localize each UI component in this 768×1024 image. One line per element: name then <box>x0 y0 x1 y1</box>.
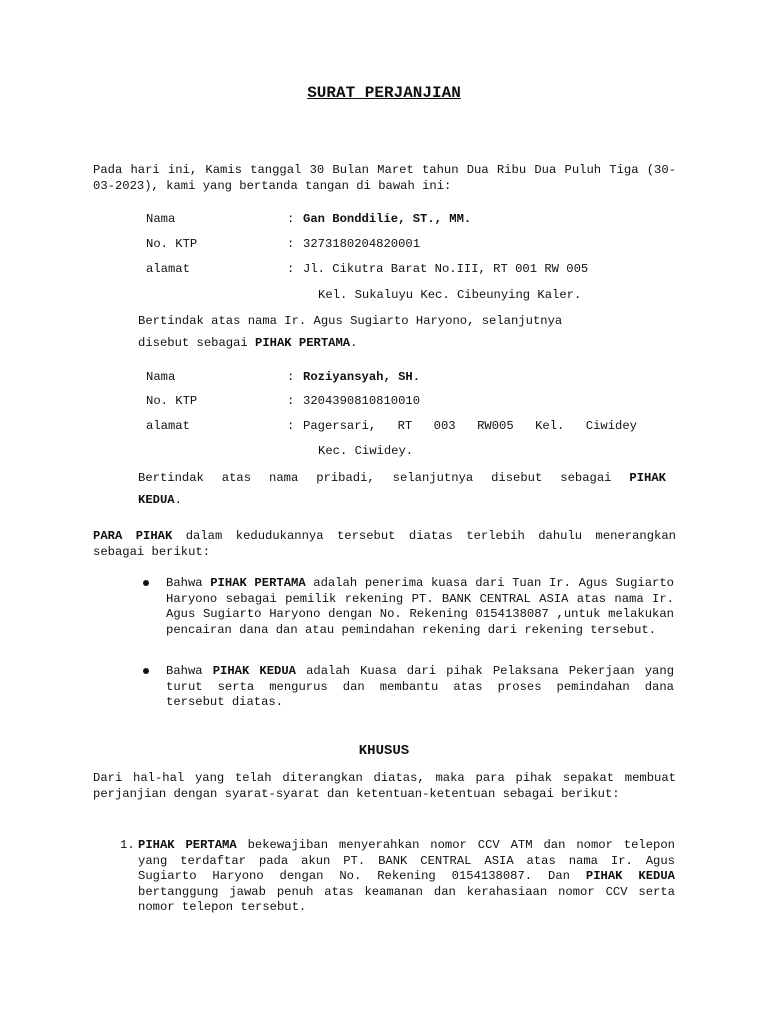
para-pihak-paragraph: PARA PIHAK dalam kedudukannya tersebut diatas terlebih dahulu menerangkan sebagai berikut: <box>93 529 677 559</box>
intro-paragraph: Pada hari ini, Kamis tanggal 30 Bulan Maret tahun Dua Ribu Dua Puluh Tiga (30-03-2023), kami yang bertanda tangan di bawah ini: <box>93 163 676 193</box>
party1-alamat-line2: Kel. Sukaluyu Kec. Cibeunying Kaler. <box>318 288 582 302</box>
party1-nama-value: Gan Bonddilie, ST., MM. <box>303 212 472 226</box>
section-heading-khusus: KHUSUS <box>358 743 410 759</box>
party1-alamat-label: alamat <box>146 262 190 276</box>
colon: : <box>287 262 295 276</box>
party1-ktp-row <box>146 237 646 253</box>
party1-act-line2: disebut sebagai PIHAK PERTAMA. <box>138 336 358 350</box>
party2-nama-label: Nama <box>146 370 176 384</box>
party1-nama-label: Nama <box>146 212 176 226</box>
party2-act-line2: KEDUA. <box>138 493 182 507</box>
bullet-item: Bahwa PIHAK KEDUA adalah Kuasa dari pihak Pelaksana Pekerjaan yang turut serta mengurus dan membantu atas proses pemindahan dana tersebut diatas. <box>166 664 675 710</box>
party1-act-line1: Bertindak atas nama Ir. Agus Sugiarto Haryono, selanjutnya <box>138 314 563 328</box>
party1-alamat-row <box>146 262 646 278</box>
pihak-pertama-label: PIHAK PERTAMA <box>255 336 351 350</box>
party2-act-line1: Bertindak atas nama pribadi, selanjutnya disebut sebagai PIHAK <box>138 471 666 485</box>
party2-ktp-value: 3204390810810010 <box>303 394 421 408</box>
party2-ktp-row <box>146 394 646 410</box>
party2-nama-value: Roziyansyah, SH. <box>303 370 421 384</box>
bullet-item: Bahwa PIHAK PERTAMA adalah penerima kuasa dari Tuan Ir. Agus Sugiarto Haryono sebagai pemilik rekening PT. BANK CENTRAL ASIA atas nama Ir. Agus Sugiarto Haryono dengan No. Rekening 0154138087 ,untuk melakukan pencairan dana dan atau pemindahan rekening dari rekening tersebut. <box>166 576 675 637</box>
colon: : <box>287 394 295 408</box>
party1-nama-row <box>146 212 646 228</box>
party2-alamat-row <box>146 419 637 435</box>
bullet-dot <box>143 668 149 674</box>
numbered-item: PIHAK PERTAMA bekewajiban menyerahkan nomor CCV ATM dan nomor telepon yang terdaftar pada akun PT. BANK CENTRAL ASIA atas nama Ir. Agus Sugiarto Haryono dengan No. Rekening 0154138087. Dan PIHAK KEDUA bertanggung jawab penuh atas keamanan dan kerahasiaan nomor CCV serta nomor telepon tersebut. <box>138 838 675 915</box>
party2-nama-row <box>146 370 646 386</box>
colon: : <box>287 237 295 251</box>
document-title: SURAT PERJANJIAN <box>307 84 461 102</box>
colon: : <box>287 370 295 384</box>
party2-alamat-label: alamat <box>146 419 190 433</box>
list-number: 1. <box>120 838 135 852</box>
party1-alamat-line1: Jl. Cikutra Barat No.III, RT 001 RW 005 <box>303 262 589 276</box>
khusus-intro-paragraph: Dari hal-hal yang telah diterangkan diatas, maka para pihak sepakat membuat perjanjian dengan syarat-syarat dan ketentuan-ketentuan sebagai berikut: <box>93 771 676 801</box>
party2-alamat-line1: Pagersari, RT 003 RW005 Kel. Ciwidey <box>303 419 637 433</box>
party2-alamat-line2: Kec. Ciwidey. <box>318 444 414 458</box>
pihak-kedua-label: KEDUA <box>138 493 175 507</box>
party2-ktp-label: No. KTP <box>146 394 198 408</box>
bullet-dot <box>143 580 149 586</box>
colon: : <box>287 212 295 226</box>
party1-ktp-value: 3273180204820001 <box>303 237 421 251</box>
party1-ktp-label: No. KTP <box>146 237 198 251</box>
colon: : <box>287 419 295 433</box>
